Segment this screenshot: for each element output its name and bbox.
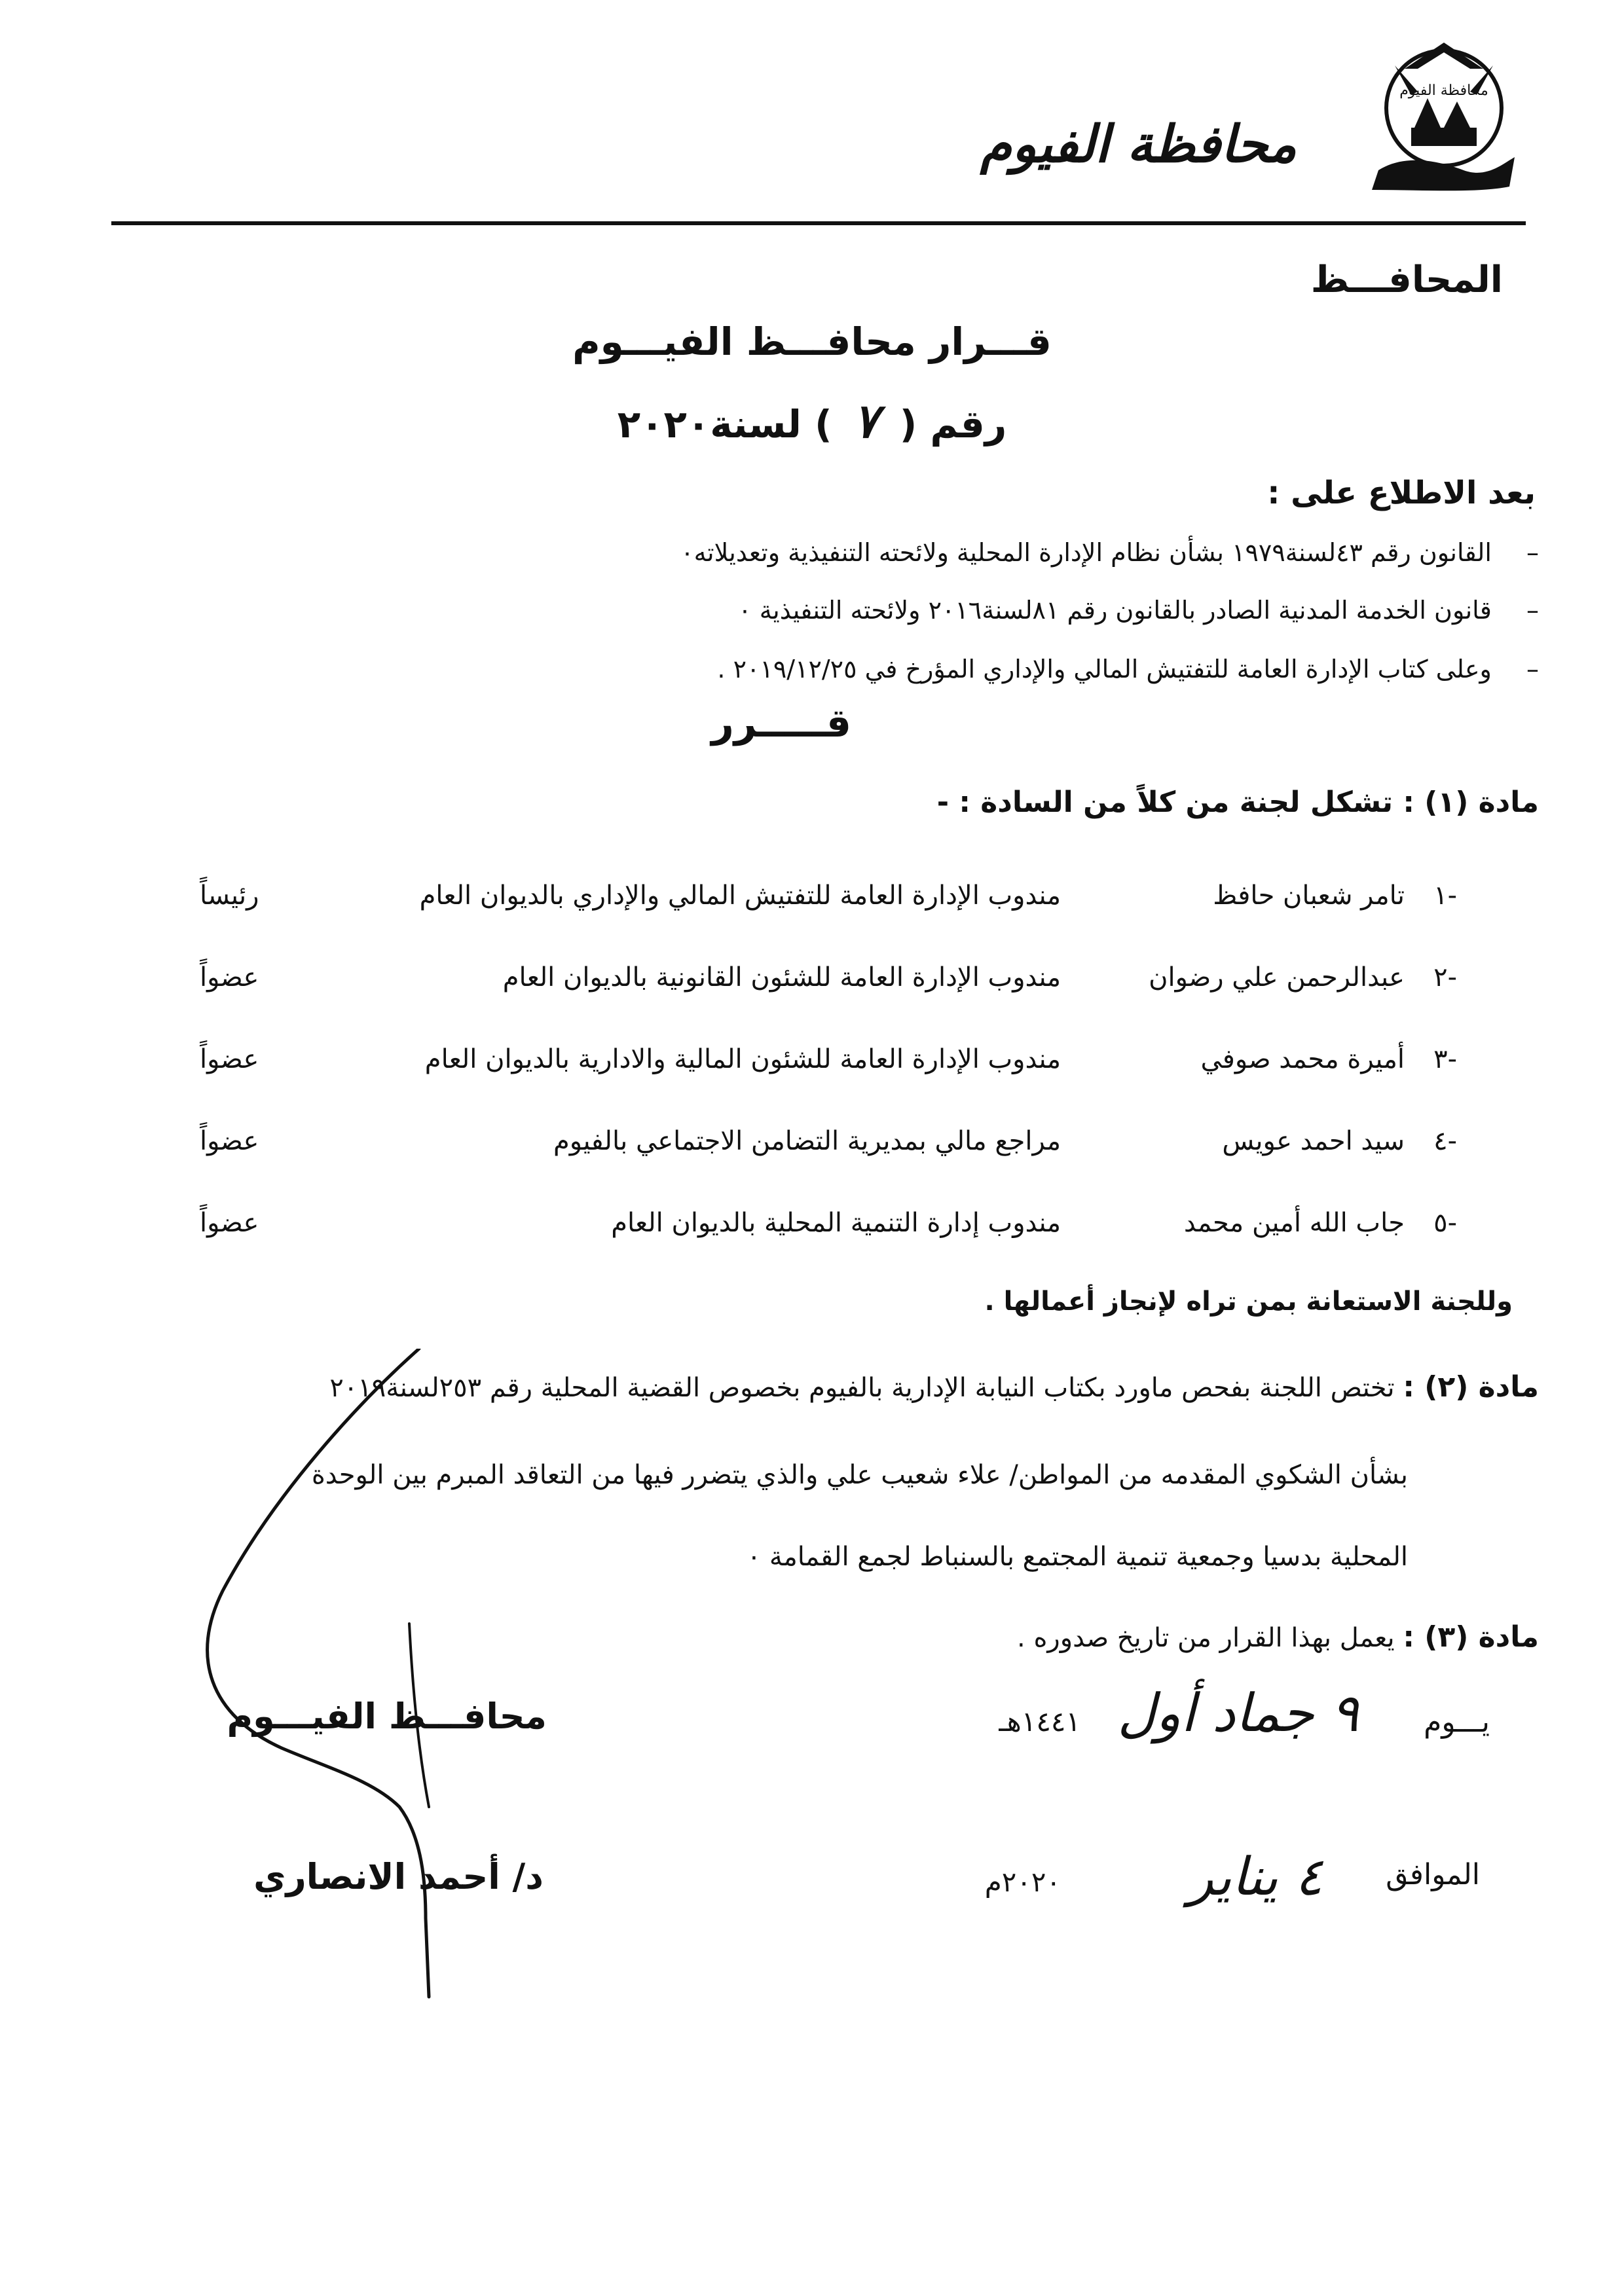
signatory-name: د/ أحمد الانصاري (253, 1856, 544, 1897)
member-description: مندوب الإدارة العامة للشئون المالية والادارية بالديوان العام (424, 1044, 1061, 1074)
member-index: -٢ (1433, 962, 1457, 993)
emblem-lettering: محافظة الفيوم (1399, 82, 1488, 99)
hijri-year: ١٤٤١هـ (999, 1705, 1080, 1738)
governorate-emblem (1365, 29, 1516, 193)
gregorian-date-handwritten: ٤ يناير (1188, 1846, 1323, 1907)
day-label: يـــوم (1424, 1705, 1490, 1739)
decree-title: قـــرار محافـــظ الفيـــوم (572, 319, 1052, 364)
member-description: مندوب الإدارة العامة للتفتيش المالي والإداري بالديوان العام (419, 881, 1061, 911)
member-index: -٣ (1433, 1044, 1457, 1074)
preamble-heading: بعد الاطلاع على : (1267, 475, 1536, 511)
decree-number (0, 393, 1624, 448)
preamble-dash: – (1526, 655, 1539, 683)
article-3 (1017, 1620, 1539, 1654)
member-name: سيد احمد عويس (1222, 1126, 1405, 1156)
governorate-name: محافظة الفيوم (980, 115, 1297, 174)
article-3-text: يعمل بهذا القرار من تاريخ صدوره . (1017, 1623, 1395, 1653)
hijri-date-handwritten: ٩ جماد أول (1117, 1683, 1359, 1743)
article-2-label: مادة (٢) : (1403, 1370, 1539, 1404)
member-name: جاب الله أمين محمد (1183, 1208, 1405, 1238)
member-row (0, 1044, 1624, 1090)
member-role: عضواً (200, 1044, 259, 1074)
member-row (0, 962, 1624, 1008)
member-description: مندوب إدارة التنمية المحلية بالديوان العام (611, 1208, 1061, 1238)
signatory-title: محافـــظ الفيـــوم (227, 1696, 547, 1737)
member-role: عضواً (200, 1208, 259, 1238)
article-2-line-3: المحلية بدسيا وجمعية تنمية المجتمع بالسنباط لجمع القمامة ٠ (747, 1542, 1408, 1572)
member-name: عبدالرحمن علي رضوان (1149, 962, 1405, 993)
member-description: مراجع مالي بمديرية التضامن الاجتماعي بالفيوم (553, 1126, 1061, 1156)
decided-heading: قـــــرر (711, 701, 851, 746)
committee-assistance-note: وللجنة الاستعانة بمن تراه لإنجاز أعمالها . (984, 1286, 1513, 1317)
member-name: تامر شعبان حافظ (1213, 881, 1405, 911)
member-row (0, 1208, 1624, 1254)
preamble-item-text: قانون الخدمة المدنية الصادر بالقانون رقم ٨١لسنة٢٠١٦ ولائحته التنفيذية ٠ (738, 596, 1492, 625)
member-role: عضواً (200, 1126, 259, 1156)
handwritten-signature (111, 1349, 478, 2003)
member-index: -٥ (1433, 1208, 1457, 1238)
member-index: -٤ (1433, 1126, 1457, 1156)
article-2-text-1: تختص اللجنة بفحص ماورد بكتاب النيابة الإدارية بالفيوم بخصوص القضية المحلية رقم ٢٥٣لسنة٢٠١٩ (329, 1373, 1395, 1403)
decree-number-value: ٧ (853, 393, 879, 448)
member-role: رئيساً (200, 881, 259, 911)
member-row (0, 881, 1624, 926)
preamble-dash: – (1526, 596, 1539, 625)
preamble-item (680, 538, 1539, 567)
decree-number-prefix: رقم ( (899, 402, 1007, 446)
member-role: عضواً (200, 962, 259, 993)
article-1-heading: مادة (١) : تشكل لجنة من كلاً من السادة : - (936, 786, 1539, 819)
header-divider (111, 221, 1526, 225)
article-2-line-1 (329, 1370, 1539, 1404)
decree-number-suffix: ) لسنة٢٠٢٠ (617, 402, 832, 446)
gregorian-year: ٢٠٢٠م (984, 1866, 1061, 1898)
preamble-dash: – (1526, 538, 1539, 567)
article-3-label: مادة (٣) : (1403, 1620, 1539, 1654)
corresponding-label: الموافق (1386, 1858, 1480, 1891)
member-name: أميرة محمد صوفي (1200, 1044, 1405, 1074)
member-row (0, 1126, 1624, 1172)
preamble-item (717, 655, 1539, 683)
member-description: مندوب الإدارة العامة للشئون القانونية بالديوان العام (502, 962, 1061, 993)
preamble-item-text: القانون رقم ٤٣لسنة١٩٧٩ بشأن نظام الإدارة المحلية ولائحته التنفيذية وتعديلاته٠ (680, 538, 1492, 567)
article-2-line-2: بشأن الشكوي المقدمه من المواطن/ علاء شعيب علي والذي يتضرر فيها من التعاقد المبرم بين الوحدة (311, 1460, 1408, 1490)
preamble-item (738, 596, 1539, 625)
member-index: -١ (1433, 881, 1457, 911)
issuing-office: المحافـــظ (1310, 259, 1503, 301)
preamble-item-text: وعلى كتاب الإدارة العامة للتفتيش المالي والإداري المؤرخ في ٢٠١٩/١٢/٢٥ . (717, 655, 1492, 683)
